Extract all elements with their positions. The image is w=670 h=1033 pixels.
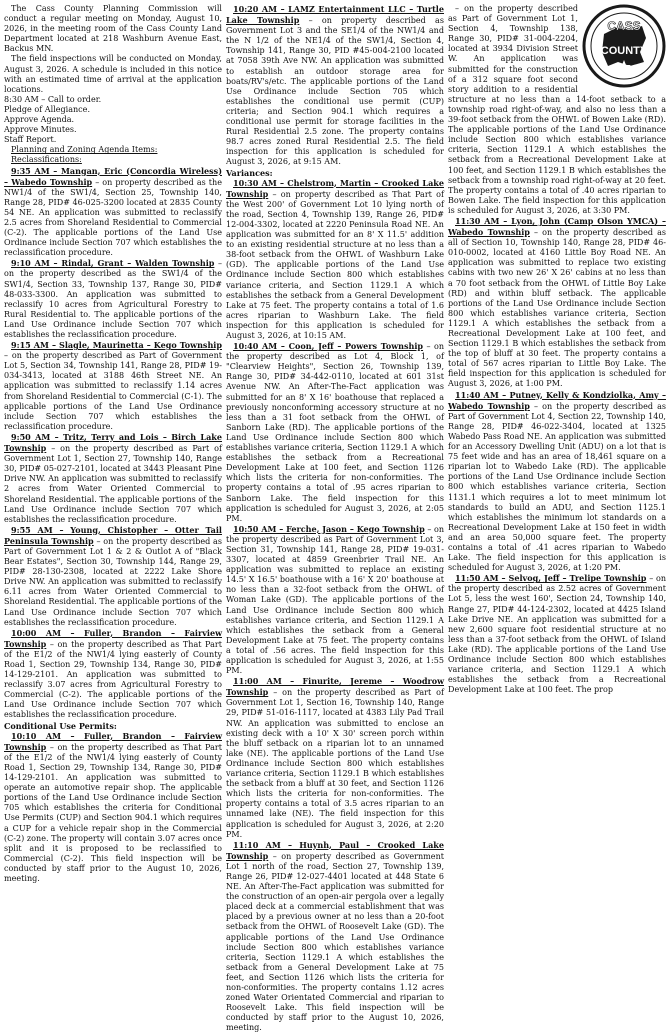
item-heading: 11:10 AM – Huynh, Paul – Crooked Lake Township xyxy=(226,839,444,861)
intro-paragraph-1: The Cass County Planning Commission will conduct a regular meeting on Monday, August 10, 2026, in the meeting room of the Cass County Land Department located at 218 Washburn Avenue East, Backus MN. xyxy=(4,4,222,54)
variance-item xyxy=(226,676,444,840)
variances-label: Variances: xyxy=(226,167,273,178)
item-heading: 10:40 AM – Coon, Jeff – Powers Township xyxy=(233,341,424,352)
item-body: – on the property described as Part of Government Lot 1, Section 16, Township 140, Range 29, PID# 51-016-1117, located at 4383 Lily Pad Trail NW. An application was submitted to enclose an existing deck with a 10' X 30' screen porch within the bluff setback on a riparian lot to an unnamed lake (NE). The applicable portions of the Land Use Ordinance include Section 800 which establishes variance criteria, Section 1129.1 B which establishes the setback from a bluff at 30 feet, and Section 1126 which lists the criteria for non-conformities. The property contains a total of 3.5 acres riparian to an unnamed lake (NE). The field inspection for this application is scheduled for August 3, 2026, at 2:20 PM. xyxy=(226,688,445,839)
variance-item xyxy=(226,341,444,524)
variance-item xyxy=(226,524,444,676)
item-heading: 10:10 AM – Fuller, Brandon – Fairview Township xyxy=(4,730,222,752)
item-heading: 10:20 AM – LAMZ Entertainment LLC – Turtle Lake Township xyxy=(226,4,444,26)
variance-item-continued: – on the property described as Part of Government Lot 1, Section 4, Township 138, Range 30, PID# 31-004-2204, located at 3934 Division Street W. An application was submitted for the construction of a 312 square foot second story addition to a residential structure at no less than a 14-foot setback to a township road right-of-way, and also no less than a 39-foot setback from the OHWL of Bowen Lake (RD). The applicable portions of the Land Use Ordinance include Section 800 which establishes variance criteria, Section 1129.1 A which establishes the setback from a Recreational Development Lake at 100 feet, and Section 1129.1 B which establishes the setback from a township road right-of-way at 20 feet. The property contains a total of .40 acres riparian to Bowen Lake. The field inspection for this application is scheduled for August 3, 2026, at 3:30 PM. xyxy=(448,4,666,215)
reclassification-item xyxy=(4,258,222,340)
cup-item xyxy=(4,731,222,884)
variance-item xyxy=(448,573,666,695)
item-body: – on property described as Government Lot 1 north of the road, Section 27, Township 139, Range 26, PID# 12-027-4401 located at 448 State 6 NE. An After-The-Fact application was submitted for the construction of an open-air pergola over a legally placed deck at a commercial establishment that was placed by a previous owner at no less than a 20-foot setback from the OHWL of Roosevelt Lake (GD). The applicable portions of the Land Use Ordinance include Section 800 which establishes variance criteria, Section 1129.1 A which establishes the setback from a General Development Lake at 75 feet, and Section 1126 which lists the criteria for non-conformities. The property contains 1.12 acres zoned Water Orientated Commercial and riparian to Roosevelt Lake. This field inspection will be conducted by staff prior to the August 10, 2026, meeting. xyxy=(226,851,444,1033)
agenda-item: 8:30 AM – Call to order. xyxy=(4,94,102,104)
intro-paragraph-2: The field inspections will be conducted on Monday, August 3, 2026. A schedule is included in this notice with an estimated time of arrival at the application locations. xyxy=(4,54,222,94)
item-heading: 11:40 AM – Putney, Kelly & Kondziolka, Amy – Wabedo Township xyxy=(448,389,666,411)
item-body: – on the property described as That Part of the E1/2 of the NW1/4 lying easterly of County Road 1, Section 29, Township 134, Range 30, PID# 14-129-2101. An application was submitted to reclassify 3.07 acres from Agricultural Forestry to Commercial (C-2). The applicable portions of the Land Use Ordinance include Section 707 which establishes the reclassification procedure. xyxy=(4,639,222,720)
logo-text-bottom: COUNTY xyxy=(600,45,648,57)
item-body: – on the property described as all of Section 10, Township 140, Range 28, PID# 46-010-0002, located at 4160 Little Boy Road NE. An application was submitted to replace two existing cabins with two new 26' X 26' cabins at no less than a 70 foot setback from the OHWL of Little Boy Lake (RD) and within bluff setback. The applicable portions of the Land Use Ordinance include Section 800 which establishes variance criteria, Section 1129.1 A which establishes the setback from a Recreational Development Lake at 100 feet, and Section 1129.1 B which establishes the setback from the top of bluff at 30 feet. The property contains a total of 567 acres riparian to Little Boy Lake. The field inspection for this application is scheduled for August 3, 2026, at 1:00 PM. xyxy=(448,228,666,389)
item-body: – on the property described as That Part of the E1/2 of the NW1/4 lying easterly of County Road 1, Section 29, Township 134, Range 30, PID# 14-129-2101. An application was submitted to operate an automotive repair shop. The applicable portions of the Land Use Ordinance include Section 705 which establishes the criteria for Conditional Use Permits (CUP) and Section 904.1 which requires a CUP for a vehicle repair shop in the Commercial (C-2) zone. The property will contain 3.07 acres once split and it is proposed to be reclassified to Commercial (C-2). This field inspection will be conducted by staff prior to the August 10, 2026, meeting. xyxy=(4,742,222,883)
item-heading: 11:50 AM – Selvog, Jeff – Trelipe Township xyxy=(455,573,647,584)
variance-item xyxy=(448,390,666,574)
item-heading: 9:50 AM – Tritz, Terry and Lois – Birch Lake Township xyxy=(4,431,222,454)
item-heading: 9:55 AM – Young, Chistopher – Otter Tail Peninsula Township xyxy=(4,524,222,546)
item-body: – on property described as the NW1/4 of the SW1/4, Section 25, Township 140, Range 28, PID# 46-025-3200 located at 2835 County 54 NE. An application was submitted to reclassify 2.5 acres from Shoreland Residential to Commercial (C-2). The applicable portions of the Land Use Ordinance include Section 707 which establishes the reclassification procedure. xyxy=(4,177,222,258)
reclassification-item xyxy=(4,432,222,525)
agenda-item: Approve Minutes. xyxy=(4,125,77,135)
item-body: – on the property described as the SW1/4 of the SW1/4, Section 33, Township 137, Range 30, PID# 48-033-3300. An application was submitted to reclassify 10 acres from Agricultural Forestry to Rural Residential to. The applicable portions of the Land Use Ordinance include Section 707 which establishes the reclassification procedure. xyxy=(4,259,222,339)
item-body: – on the property described as Part of Government Lot 1 & 2 & Outlot A of "Black Bear Estates", Section 30, Township 144, Range 29, PID# 28-130-2308, located at 2222 Lake Shore Drive NW. An application was submitted to reclassify 6.11 acres from Water Oriented Commercial to Shoreland Residential. The applicable portions of the Land Use Ordinance include Section 707 which establishes the reclassification procedure. xyxy=(4,536,222,627)
agenda-items-label: Planning and Zoning Agenda Items: xyxy=(11,145,158,155)
agenda-item: Staff Report. xyxy=(4,135,57,145)
item-body: – on property described as That Part of the West 200' of Government Lot 10 lying north of the road, Section 4, Township 139, Range 26, PID# 12-004-3302, located at 2220 Peninsula Road NE. An application was submitted for an 8' X 11.5' addition to an existing residential structure at no less than a 38-foot setback from the OHWL of Washburn Lake (GD). The applicable portions of the Land Use Ordinance include Section 800 which establishes variance criteria, and Section 1129.1 A which establishes the setback from a General Development Lake at 75 feet. The property contains a total of 1.6 acres riparian to Washburn Lake. The field inspection for this application is scheduled for August 3, 2026, at 10:15 AM. xyxy=(226,189,444,340)
item-body: – on the property described as Lot 4, Block 1, of "Clearview Heights", Section 26, Township 139, Range 30, PID# 34-442-0110, located at 601 31st Avenue NW. An After-The-Fact application was submitted for an 8' X 16' boathouse that replaced a previously nonconforming accessory structure at no less than a 31 foot setback from the OHWL of Sanborn Lake (RD). The applicable portions of the Land Use Ordinance include Section 800 which establishes variance criteria, Section 1129.1 A which establishes the setback from a Recreational Development Lake at 100 feet, and Section 1126 which lists the criteria for non-conformities. The property contains a total of .95 acres riparian to Sanborn Lake. The field inspection for this application is scheduled for August 3, 2026, at 2:05 PM. xyxy=(226,342,445,523)
variance-item xyxy=(448,216,666,390)
item-heading: 10:50 AM – Ferche, Jason – Kego Township xyxy=(233,523,425,534)
cass-county-logo xyxy=(582,4,666,88)
item-heading: 11:30 AM – Lyon, John (Camp Olson YMCA) – Wabedo Township xyxy=(448,215,666,238)
cup-item xyxy=(226,4,444,168)
county-seal-icon xyxy=(582,4,666,88)
item-heading: 11:00 AM – Finurite, Jereme – Woodrow Township xyxy=(226,676,444,698)
item-body: – on the property described as Part of Government Lot 1, Section 27, Township 140, Range 30, PID# 05-027-2101, located at 3443 Pleasant Pine Drive NW. An application was submitted to reclassify 2 acres from Water Oriented Commercial to Shoreland Residential. The applicable portions of the Land Use Ordinance include Section 707 which establishes the reclassification procedure. xyxy=(4,444,223,524)
item-heading: 9:10 AM – Rindal, Grant – Walden Township xyxy=(11,258,215,269)
item-body: – on the property described as Part of Government Lot 3, Section 31, Township 141, Range 28, PID# 19-031-3307, located at 4859 Greenbrier Trail NE. An application was submitted to replace an existing 14.5' X 16.5' boathouse with a 16' X 20' boathouse at no less than a 32-foot setback from the OHWL of Woman Lake (GD). The applicable portions of the Land Use Ordinance include Section 800 which establishes variance criteria, and Section 1129.1 A which establishes the setback from a General Development Lake at 75 feet. The property contains a total of .56 acres. The field inspection for this application is scheduled for August 3, 2026, at 1:55 PM. xyxy=(226,524,445,676)
column-2 xyxy=(226,4,445,1033)
column-1 xyxy=(4,4,223,883)
notice-page xyxy=(4,4,667,1033)
item-body: – on the property described as 2.52 acres of Government Lot 5, less the west 160', Section 24, Township 140, Range 27, PID# 44-124-2302, located at 4425 Island Lake Drive NE. An application was submitted for a new 2,600 square foot residential structure at no less than a 37-foot setback from the OHWL of Island Lake (RD). The applicable portions of the Land Use Ordinance include Section 800 which establishes variance criteria, and Section 1129.1 A which establishes the setback from a Recreational Development Lake at 100 feet. The prop xyxy=(448,574,667,695)
variance-item xyxy=(226,840,444,1033)
item-body: – on property described as Government Lot 3 and the SE1/4 of the NW1/4 and the N 1/2 of the NE1/4 of the SW1/4, Section 4, Township 141, Range 30, PID #45-004-2100 located at 7058 39th Ave NW. An application was submitted to establish an outdoor storage area for boats/RV's/etc. The applicable portions of the Land Use Ordinance include Section 705 which establishes the conditional use permit (CUP) criteria; and Section 904.1 which requires a conditional use permit for storage facilities in the Rural Residential 2.5 zone. The property contains 98.7 acres zoned Rural Residential 2.5. The field inspection for this application is scheduled for August 3, 2026, at 9:15 AM. xyxy=(226,16,444,167)
item-heading: 10:30 AM – Chelstrom, Martin – Crooked Lake Township xyxy=(226,177,444,199)
reclassification-item xyxy=(4,166,222,259)
item-heading: 10:00 AM – Fuller, Brandon – Fairview Township xyxy=(4,627,222,649)
item-body: – on the property described as Part of Government Lot 4, Section 22, Township 140, Range 28, PID# 46-022-3404, located at 1325 Wabedo Pass Road NE. An application was submitted for an Accessory Dwelling Unit (ADU) on a lot that is 75 feet wide and has an area of 18,461 square on a riparian lot to Wabedo Lake (RD). The applicable portions of the Land Use Ordinance include Section 800 which establishes variance criteria, Section 1131.1 which requires a lot to meet minimum lot standards to build an ADU, and Section 1125.1 which establishes the minimum lot standards on a Recreational Development Lake at 150 feet in width and an area 50,000 square feet. The property contains a total of .41 acres riparian to Wabedo Lake. The field inspection for this application is scheduled for August 3, 2026, at 1:20 PM. xyxy=(448,401,666,573)
item-heading: 9:15 AM – Slagle, Maurinetta – Kego Township xyxy=(11,340,222,351)
item-heading: 9:35 AM – Mangan, Eric (Concordia Wireless) – Wabedo Township xyxy=(4,165,222,187)
reclassification-item xyxy=(4,525,222,628)
column-3 xyxy=(448,4,666,834)
reclassification-item xyxy=(4,628,222,721)
item-body: – on the property described as Part of Government Lot 5, Section 34, Township 141, Range 28, PID# 19-034-3413, located at 3188 46th Street NE. An application was submitted to reclassify 1.14 acres from Shoreland Residential to Commercial (C-1). The applicable portions of the Land Use Ordinance include Section 707 which establishes the reclassification procedure. xyxy=(4,351,222,431)
variance-item xyxy=(226,178,444,342)
reclassifications-label: Reclassifications: xyxy=(11,155,82,165)
agenda-item: Pledge of Allegiance. xyxy=(4,104,91,114)
cup-label: Conditional Use Permits: xyxy=(4,720,117,731)
reclassification-item xyxy=(4,340,222,432)
agenda-item: Approve Agenda. xyxy=(4,115,75,125)
logo-text-top: CASS xyxy=(607,19,641,33)
